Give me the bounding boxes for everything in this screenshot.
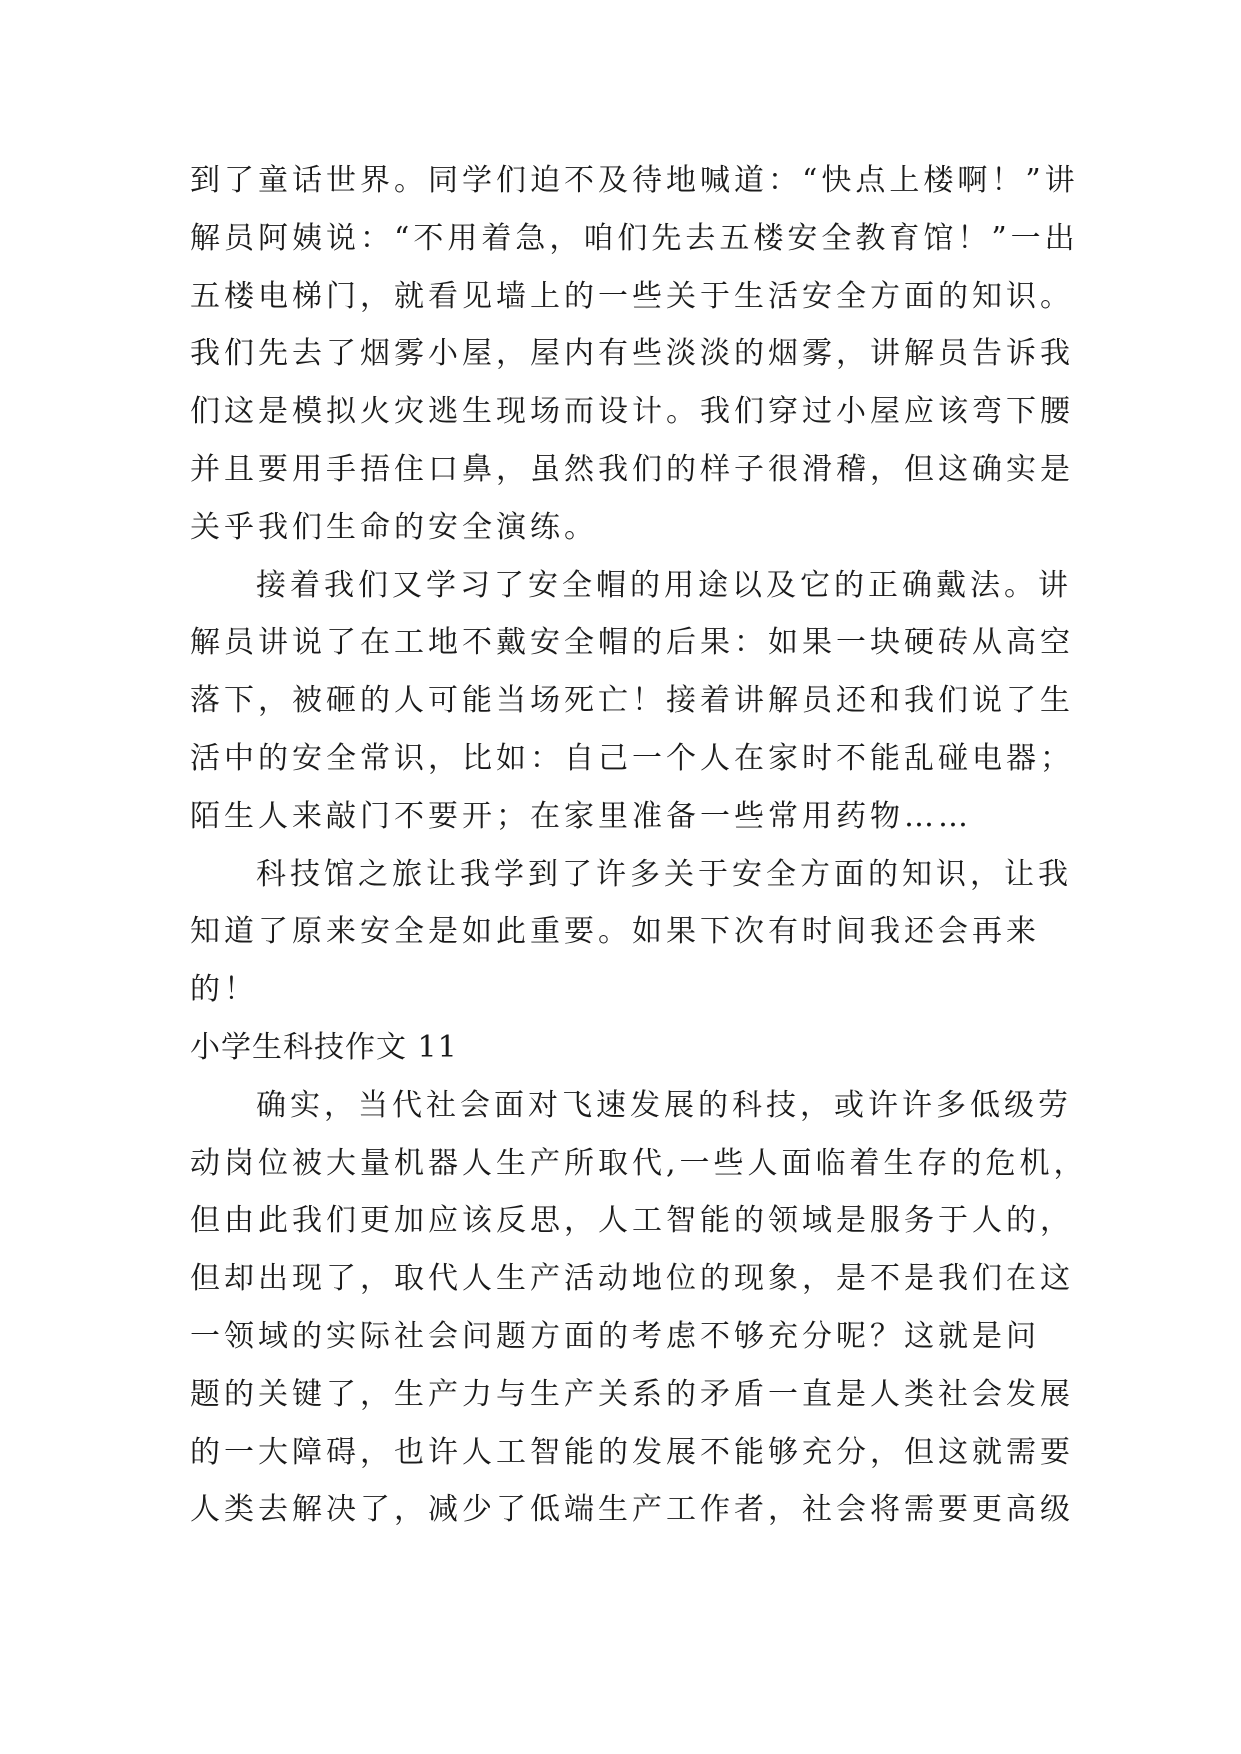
document-body: [190, 152, 1088, 1539]
text-line: 关乎我们生命的安全演练。: [190, 509, 598, 545]
paragraph-first-line: 科技馆之旅让我学到了许多关于安全方面的知识，让我: [256, 856, 1072, 892]
text-line: 五楼电梯门，就看见墙上的一些关于生活安全方面的知识。: [190, 278, 1074, 314]
text-line: 但由此我们更加应该反思，人工智能的领域是服务于人的，: [190, 1203, 1074, 1239]
text-line: 活中的安全常识，比如：自己一个人在家时不能乱碰电器；: [190, 740, 1074, 776]
text-line: 的一大障碍，也许人工智能的发展不能够充分，但这就需要: [190, 1434, 1074, 1470]
text-line: 人类去解决了，减少了低端生产工作者，社会将需要更高级: [190, 1492, 1074, 1528]
text-line: 我们先去了烟雾小屋，屋内有些淡淡的烟雾，讲解员告诉我: [190, 336, 1074, 372]
text-line: 落下，被砸的人可能当场死亡！接着讲解员还和我们说了生: [190, 683, 1074, 719]
section-heading: 小学生科技作文 11: [190, 1029, 458, 1065]
text-line: 陌生人来敲门不要开；在家里准备一些常用药物……: [190, 798, 972, 834]
text-line: 知道了原来安全是如此重要。如果下次有时间我还会再来: [190, 914, 1040, 950]
text-line: 的！: [190, 972, 258, 1008]
text-line: 并且要用手捂住口鼻，虽然我们的样子很滑稽，但这确实是: [190, 451, 1074, 487]
paragraph-first-line: 确实，当代社会面对飞速发展的科技，或许许多低级劳: [256, 1087, 1072, 1123]
paragraph-first-line: 接着我们又学习了安全帽的用途以及它的正确戴法。讲: [256, 567, 1072, 603]
text-line: 但却出现了，取代人生产活动地位的现象，是不是我们在这: [190, 1261, 1074, 1297]
text-line: 题的关键了，生产力与生产关系的矛盾一直是人类社会发展: [190, 1376, 1074, 1412]
text-line: 解员阿姨说：“不用着急，咱们先去五楼安全教育馆！”一出: [190, 220, 1079, 256]
text-line: 动岗位被大量机器人生产所取代,一些人面临着生存的危机，: [190, 1145, 1088, 1181]
text-line: 解员讲说了在工地不戴安全帽的后果：如果一块硬砖从高空: [190, 625, 1074, 661]
text-line: 一领域的实际社会问题方面的考虑不够充分呢？这就是问: [190, 1318, 1040, 1354]
text-line: 到了童话世界。同学们迫不及待地喊道：“快点上楼啊！”讲: [190, 163, 1079, 198]
text-line: 们这是模拟火灾逃生现场而设计。我们穿过小屋应该弯下腰: [190, 394, 1074, 430]
